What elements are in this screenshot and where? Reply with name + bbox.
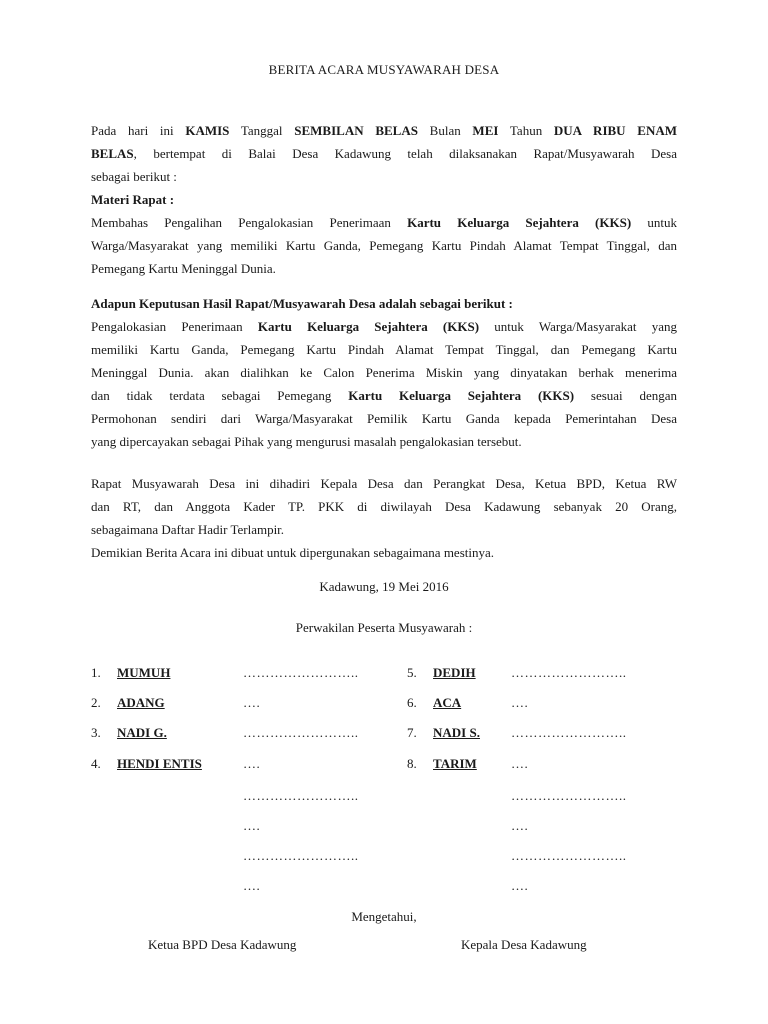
participant-number: 5. <box>407 665 417 680</box>
participant-name: NADI G. <box>117 725 167 740</box>
representatives-heading: Perwakilan Peserta Musyawarah : <box>295 620 473 635</box>
signature-dots: …. <box>243 695 261 710</box>
signature-dots: …………………….. <box>511 725 627 740</box>
opening-paragraph <box>91 119 677 280</box>
signature-dots: …………………….. <box>511 665 627 680</box>
keputusan-line-1: Pengalokasian Penerimaan Kartu Keluarga Sejahtera (KKS) untuk Warga/Masyarakat yang <box>91 319 677 334</box>
signature-dots: …. <box>243 818 261 833</box>
kehadiran-line-1: Rapat Musyawarah Desa ini dihadiri Kepala Desa dan Perangkat Desa, Ketua BPD, Ketua RW <box>91 476 677 491</box>
participant-number: 7. <box>407 725 417 740</box>
participant-name: HENDI ENTIS <box>117 756 202 771</box>
materi-line-1: Membahas Pengalihan Pengalokasian Penerimaan Kartu Keluarga Sejahtera (KKS) untuk <box>91 215 677 230</box>
keputusan-line-6: yang dipercayakan sebagai Pihak yang mengurusi masalah pengalokasian tersebut. <box>91 434 522 449</box>
signature-dots: …. <box>511 695 529 710</box>
participant-number: 2. <box>91 695 101 710</box>
participant-name: MUMUH <box>117 665 171 680</box>
kehadiran-line-3: sebagaimana Daftar Hadir Terlampir. <box>91 522 285 537</box>
signature-dots: …………………….. <box>243 725 359 740</box>
keputusan-line-5: Permohonan sendiri dari Warga/Masyarakat Pemilik Kartu Ganda kepada Pemerintahan Desa <box>91 411 677 426</box>
participant-number: 1. <box>91 665 101 680</box>
acknowledged-label: Mengetahui, <box>351 909 417 924</box>
signature-dots: …………………….. <box>511 788 627 803</box>
participant-number: 3. <box>91 725 101 740</box>
participant-number: 8. <box>407 756 417 771</box>
opening-line-2: BELAS, bertempat di Balai Desa Kadawung telah dilaksanakan Rapat/Musyawarah Desa <box>91 146 677 161</box>
opening-line-1: Pada hari ini KAMIS Tanggal SEMBILAN BELAS Bulan MEI Tahun DUA RIBU ENAM <box>91 123 677 138</box>
opening-line-3: sebagai berikut : <box>91 169 177 184</box>
signatory-kepala-desa: Kepala Desa Kadawung <box>461 937 587 952</box>
keputusan-line-3: Meninggal Dunia. akan dialihkan ke Calon Penerima Miskin yang dinyatakan berhak menerima <box>91 365 677 380</box>
materi-heading: Materi Rapat : <box>91 192 175 207</box>
participant-name: DEDIH <box>433 665 476 680</box>
participant-number: 6. <box>407 695 417 710</box>
signature-dots: …………………….. <box>243 665 359 680</box>
signature-dots: …. <box>243 878 261 893</box>
signature-dots: …. <box>511 818 529 833</box>
signature-dots: …………………….. <box>243 848 359 863</box>
participant-number: 4. <box>91 756 101 771</box>
participant-name: ACA <box>433 695 462 710</box>
participant-name: TARIM <box>433 756 477 771</box>
participant-name: ADANG <box>117 695 165 710</box>
place-date: Kadawung, 19 Mei 2016 <box>319 579 449 594</box>
kehadiran-line-2: dan RT, dan Anggota Kader TP. PKK di diwilayah Desa Kadawung sebanyak 20 Orang, <box>91 499 677 514</box>
signature-dots: …. <box>511 878 529 893</box>
keputusan-heading: Adapun Keputusan Hasil Rapat/Musyawarah Desa adalah sebagai berikut : <box>91 296 513 311</box>
document-title: BERITA ACARA MUSYAWARAH DESA <box>268 62 500 77</box>
kehadiran-line-4: Demikian Berita Acara ini dibuat untuk dipergunakan sebagaimana mestinya. <box>91 545 494 560</box>
signatory-bpd: Ketua BPD Desa Kadawung <box>148 937 297 952</box>
kehadiran-paragraph <box>91 472 677 564</box>
keputusan-paragraph <box>91 292 677 453</box>
signature-dots: …………………….. <box>511 848 627 863</box>
signature-dots: …. <box>243 756 261 771</box>
keputusan-line-4: dan tidak terdata sebagai Pemegang Kartu Keluarga Sejahtera (KKS) sesuai dengan <box>91 388 677 403</box>
keputusan-line-2: memiliki Kartu Ganda, Pemegang Kartu Pindah Alamat Tempat Tinggal, dan Pemegang Kartu <box>91 342 677 357</box>
materi-line-2: Warga/Masyarakat yang memiliki Kartu Ganda, Pemegang Kartu Pindah Alamat Tempat Tinggal, dan <box>91 238 677 253</box>
signature-dots: …. <box>511 756 529 771</box>
participant-name: NADI S. <box>433 725 480 740</box>
signature-dots: …………………….. <box>243 788 359 803</box>
materi-line-3: Pemegang Kartu Meninggal Dunia. <box>91 261 276 276</box>
